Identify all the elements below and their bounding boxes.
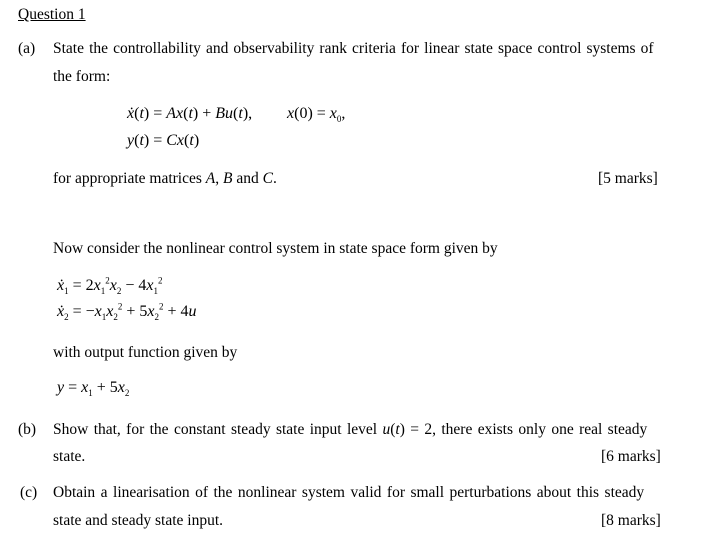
state-equation: ẋ(t) = Ax(t) + Bu(t), <box>127 105 253 122</box>
part-a-label: (a) <box>18 40 36 57</box>
system-intro: Now consider the nonlinear control system in state space form given by <box>53 240 498 257</box>
initial-condition: $x(0) = x_0$, <box>287 105 346 125</box>
output-function: $y = x_1 + 5x_2$ <box>57 379 130 399</box>
part-a-marks: [5 marks] <box>598 170 658 187</box>
output-intro: with output function given by <box>53 344 238 361</box>
part-c-line2: state and steady state input. <box>53 512 224 529</box>
part-c-label: (c) <box>20 484 38 501</box>
part-a-line2: the form: <box>53 68 111 85</box>
part-b-line1: Show that, for the constant steady state input level u(t) = 2, there exists only one real steady <box>53 421 648 438</box>
part-a-line1-text: State the controllability and observability rank criteria for linear state space control systems of <box>53 40 654 57</box>
nonlinear-eq2: ẋ$_2$ = $-x_1x_2^2 + 5x_2^2 + 4u$ <box>57 301 197 323</box>
question-heading: Question 1 <box>18 6 86 23</box>
part-c-line1: Obtain a linearisation of the nonlinear system valid for small perturbations about this steady <box>53 484 645 501</box>
output-equation-linear: y(t) = Cx(t) <box>127 132 200 149</box>
part-c-marks: [8 marks] <box>601 512 661 529</box>
part-a-line1 <box>53 41 667 57</box>
part-b-marks: [6 marks] <box>601 448 661 465</box>
part-b-label: (b) <box>18 421 37 438</box>
appropriate-matrices: for appropriate matrices A, B and C. <box>53 170 277 187</box>
nonlinear-eq1: ẋ$_1$ = $2x_1^2x_2 - 4x_1^2$ <box>57 275 163 297</box>
part-b-line2: state. <box>53 448 86 465</box>
